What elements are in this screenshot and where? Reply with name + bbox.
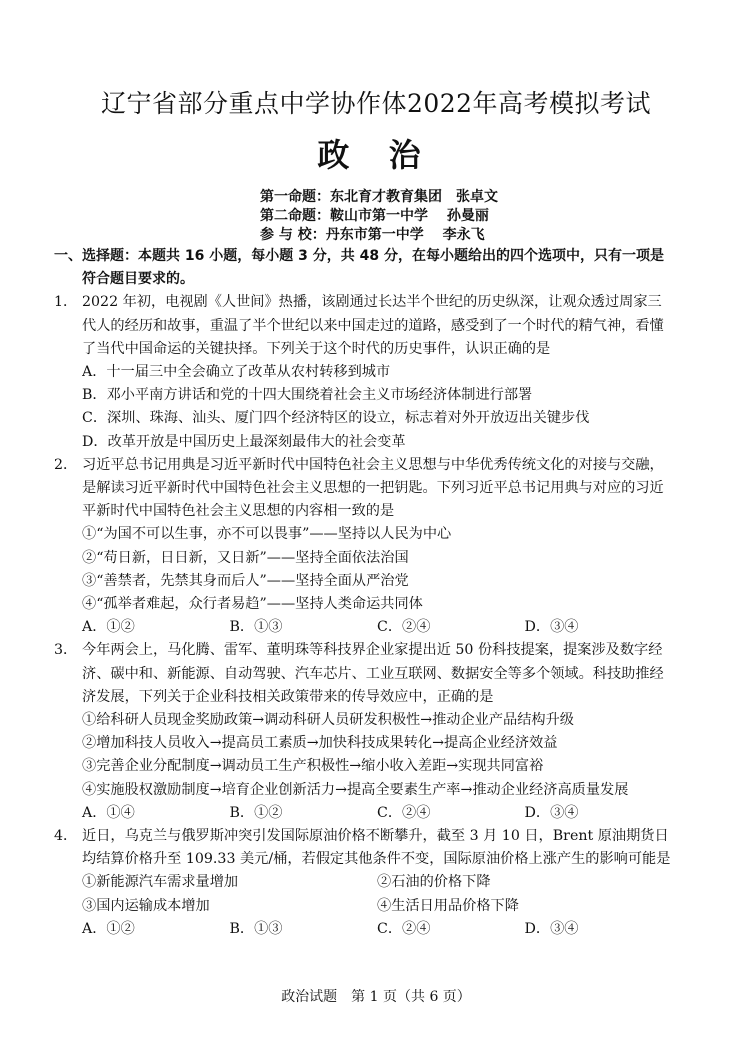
question-stem: 2022 年初，电视剧《人世间》热播，该剧通过长达半个世纪的历史纵深，让观众透过周家三代人的经历和故事，重温了半个世纪以来中国走过的道路，感受到了一个时代的精气神，看懂了当代中国命运的关键抉择。下列关于这个时代的历史事件，认识正确的是 [82,294,664,357]
exam-title: 辽宁省部分重点中学协作体2022年高考模拟考试 [100,89,652,118]
question-number: 1． [54,294,78,311]
question-number: 4． [54,828,78,845]
credit-line: 第二命题：鞍山市第一中学 孙曼丽 [260,208,489,224]
question-1 [54,291,672,453]
option-b[interactable]: B．①③ [229,920,283,937]
statement-row [82,895,672,918]
question-stem: 今年两会上，马化腾、雷军、董明珠等科技界企业家提出近 50 份科技提案，提案涉及数字经济、碳中和、新能源、自动驾驶、汽车芯片、工业互联网、数据安全等多个领域。科技助推经济发展，下列关于企业科技相关政策带来的传导效应中，正确的是 [82,642,664,705]
section-number: 一、 [54,248,82,264]
exam-content [54,245,672,941]
statement-item: ①“为国不可以生事，亦不可以畏事”——坚持以人民为中心 [82,526,452,543]
question-4 [54,825,672,941]
question-stem: 习近平总书记用典是习近平新时代中国特色社会主义思想与中华优秀传统文化的对接与交融，是解读习近平新时代中国特色社会主义思想的一把钥匙。下列习近平总书记用典与对应的习近平新时代中国特色社会主义思想的内容相一致的是 [82,456,664,520]
credits [260,188,680,245]
chain-item: ③完善企业分配制度→调动员工生产积极性→缩小收入差距→实现共同富裕 [82,758,544,775]
answer-options [82,802,672,825]
option-a[interactable]: A．①② [82,920,135,937]
question-number: 2． [54,456,78,473]
option-d[interactable]: D．③④ [524,920,579,937]
option-b[interactable]: B．邓小平南方讲话和党的十四大围绕着社会主义市场经济体制进行部署 [82,387,533,404]
option-a[interactable]: A．十一届三中全会确立了改革从农村转移到城市 [82,364,391,381]
option-c[interactable]: C．②④ [377,619,431,636]
option-a[interactable]: A．①② [82,619,135,636]
option-d[interactable]: D．③④ [524,619,579,636]
option-b[interactable]: B．①② [229,804,283,821]
credit-line: 参 与 校：丹东市第一中学 李永飞 [260,227,485,243]
option-c[interactable]: C．深圳、珠海、汕头、厦门四个经济特区的设立，标志着对外开放迈出关键步伐 [82,410,590,427]
chain-item: ①给科研人员现金奖励政策→调动科研人员研发积极性→推动企业产品结构升级 [82,712,574,729]
question-stem: 近日，乌克兰与俄罗斯冲突引发国际原油价格不断攀升，截至 3 月 10 日，Brent 原油期货日均结算价格升至 109.33 美元/桶，若假定其他条件不变，国际原油价格上涨产生的影响可能是 [82,828,671,868]
statement-item: ④“孤举者难起，众行者易趋”——坚持人类命运共同体 [82,596,423,613]
statement-item: ③“善禁者，先禁其身而后人”——坚持全面从严治党 [82,572,409,589]
option-c[interactable]: C．②④ [377,804,431,821]
subject-title: 政 治 [317,136,435,174]
section-instructions: 选择题：本题共 16 小题，每小题 3 分，共 48 分，在每小题给出的四个选项中，只有一项是符合题目要求的。 [82,248,664,288]
option-b[interactable]: B．①③ [229,619,283,636]
statement-row [82,871,672,894]
statement-item: ②石油的价格下降 [377,874,491,891]
question-2 [54,454,672,640]
option-a[interactable]: A．①④ [82,804,135,821]
statement-item: ①新能源汽车需求量增加 [82,874,239,891]
question-3 [54,639,672,825]
statement-item: ③国内运输成本增加 [82,897,210,914]
option-d[interactable]: D．改革开放是中国历史上最深刻最伟大的社会变革 [82,433,406,450]
answer-options [82,616,672,639]
chain-item: ②增加科技人员收入→提高员工素质→加快科技成果转化→提高企业经济效益 [82,735,558,752]
credit-line: 第一命题：东北育才教育集团 张卓文 [260,189,498,205]
chain-item: ④实施股权激励制度→培育企业创新活力→提高全要素生产率→推动企业经济高质量发展 [82,781,629,798]
option-d[interactable]: D．③④ [524,804,579,821]
option-c[interactable]: C．②④ [377,920,431,937]
question-number: 3． [54,642,78,659]
answer-options [82,918,672,941]
statement-item: ②“苟日新，日日新，又日新”——坚持全面依法治国 [82,549,409,566]
section-heading [54,245,672,291]
statement-item: ④生活日用品价格下降 [377,897,519,914]
page-footer: 政治试题 第 1 页（共 6 页） [281,989,471,1005]
